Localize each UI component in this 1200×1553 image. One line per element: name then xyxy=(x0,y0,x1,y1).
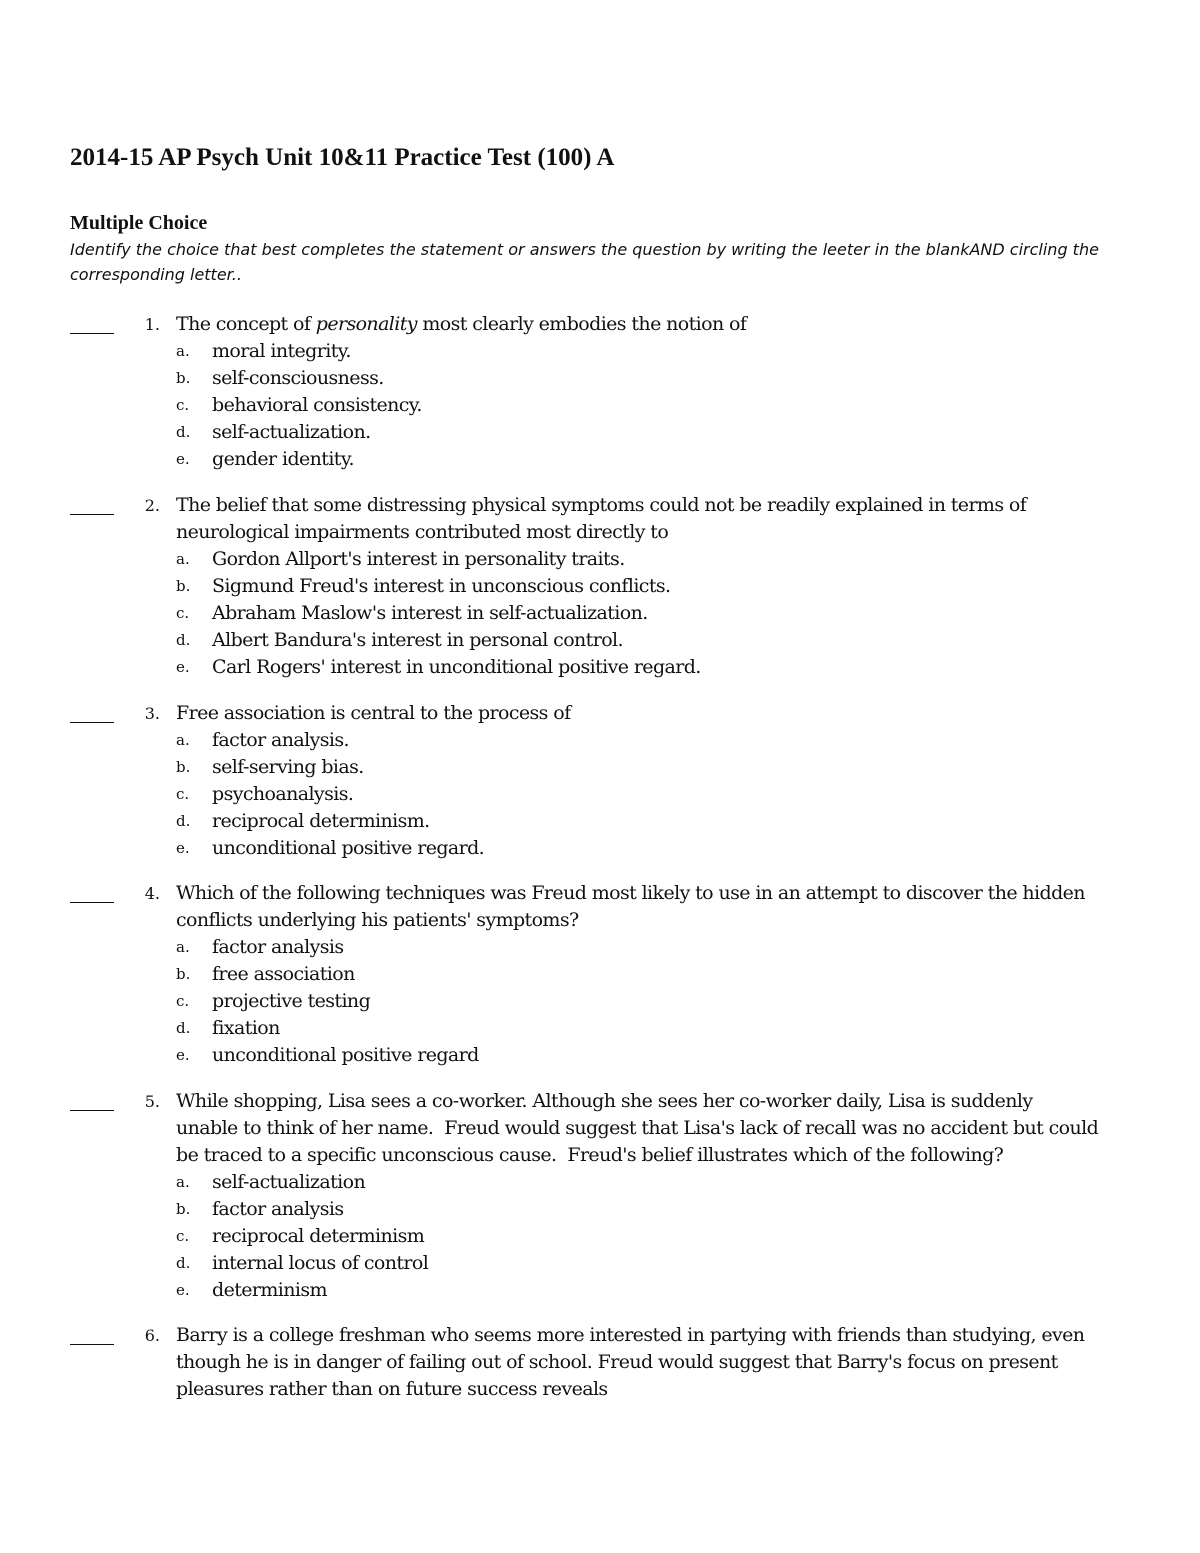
choice-text: fixation xyxy=(212,1017,280,1039)
choice-list xyxy=(176,1169,1136,1304)
choice-text: factor analysis. xyxy=(212,729,349,751)
choice-text: Abraham Maslow's interest in self-actualization. xyxy=(212,602,648,624)
section-heading: Multiple Choice xyxy=(70,212,208,234)
question-number: 4. xyxy=(144,884,160,903)
choice-text: free association xyxy=(212,963,355,985)
choice-letter: d. xyxy=(176,423,191,441)
choice-c[interactable] xyxy=(176,781,1136,808)
choice-text: Sigmund Freud's interest in unconscious conflicts. xyxy=(212,575,671,597)
stem-line: The belief that some distressing physical symptoms could not be readily explained in terms of xyxy=(176,494,1027,516)
question-stem xyxy=(176,1322,1136,1403)
choice-d[interactable] xyxy=(176,419,1136,446)
choice-letter: b. xyxy=(176,1200,191,1218)
choice-b[interactable] xyxy=(176,961,1136,988)
choice-letter: e. xyxy=(176,839,190,857)
choice-list xyxy=(176,727,1136,862)
choice-e[interactable] xyxy=(176,446,1136,473)
choice-text: behavioral consistency. xyxy=(212,394,422,416)
answer-blank[interactable] xyxy=(70,514,114,515)
choice-text: internal locus of control xyxy=(212,1252,429,1274)
choice-letter: e. xyxy=(176,450,190,468)
stem-line: unable to think of her name. Freud would suggest that Lisa's lack of recall was no accident but could xyxy=(176,1117,1099,1139)
choice-d[interactable] xyxy=(176,627,1136,654)
choice-a[interactable] xyxy=(176,934,1136,961)
stem-line: Free association is central to the process of xyxy=(176,702,571,724)
choice-text: Carl Rogers' interest in unconditional positive regard. xyxy=(212,656,701,678)
choice-text: factor analysis xyxy=(212,1198,344,1220)
choice-letter: c. xyxy=(176,992,190,1010)
question-number: 3. xyxy=(144,704,160,723)
choice-text: reciprocal determinism xyxy=(212,1225,425,1247)
choice-letter: c. xyxy=(176,396,190,414)
question-stem xyxy=(176,311,1136,473)
choice-letter: c. xyxy=(176,785,190,803)
answer-blank[interactable] xyxy=(70,902,114,903)
choice-c[interactable] xyxy=(176,600,1136,627)
stem-text: The concept of xyxy=(176,313,316,335)
answer-blank[interactable] xyxy=(70,1344,114,1345)
stem-line: though he is in danger of failing out of school. Freud would suggest that Barry's focus on present xyxy=(176,1351,1058,1373)
choice-a[interactable] xyxy=(176,1169,1136,1196)
choice-text: determinism xyxy=(212,1279,327,1301)
choice-text: factor analysis xyxy=(212,936,344,958)
stem-line: neurological impairments contributed most directly to xyxy=(176,521,669,543)
question-stem xyxy=(176,700,1136,862)
answer-blank[interactable] xyxy=(70,1110,114,1111)
choice-d[interactable] xyxy=(176,1250,1136,1277)
choice-letter: d. xyxy=(176,1254,191,1272)
stem-line: be traced to a specific unconscious cause. Freud's belief illustrates which of the following? xyxy=(176,1144,1004,1166)
choice-text: Gordon Allport's interest in personality traits. xyxy=(212,548,625,570)
choice-d[interactable] xyxy=(176,1015,1136,1042)
document-title: 2014-15 AP Psych Unit 10&11 Practice Test (100) A xyxy=(70,144,615,171)
choice-letter: e. xyxy=(176,1046,190,1064)
choice-c[interactable] xyxy=(176,392,1136,419)
choice-text: Albert Bandura's interest in personal control. xyxy=(212,629,623,651)
question-number: 6. xyxy=(144,1326,160,1345)
choice-b[interactable] xyxy=(176,573,1136,600)
stem-line xyxy=(176,311,1136,338)
choice-text: psychoanalysis. xyxy=(212,783,354,805)
choice-letter: a. xyxy=(176,938,190,956)
choice-b[interactable] xyxy=(176,1196,1136,1223)
stem-line: conflicts underlying his patients' symptoms? xyxy=(176,909,579,931)
choice-d[interactable] xyxy=(176,808,1136,835)
stem-line: While shopping, Lisa sees a co-worker. Although she sees her co-worker daily, Lisa is suddenly xyxy=(176,1090,1033,1112)
choice-text: unconditional positive regard. xyxy=(212,837,485,859)
choice-text: reciprocal determinism. xyxy=(212,810,430,832)
choice-letter: e. xyxy=(176,1281,190,1299)
choice-b[interactable] xyxy=(176,754,1136,781)
choice-letter: d. xyxy=(176,812,191,830)
choice-letter: d. xyxy=(176,1019,191,1037)
choice-letter: e. xyxy=(176,658,190,676)
choice-letter: d. xyxy=(176,631,191,649)
choice-e[interactable] xyxy=(176,1277,1136,1304)
choice-letter: b. xyxy=(176,577,191,595)
stem-emphasis: personality xyxy=(315,313,417,335)
answer-blank[interactable] xyxy=(70,333,114,334)
choice-text: projective testing xyxy=(212,990,371,1012)
choice-letter: b. xyxy=(176,965,191,983)
stem-line: Which of the following techniques was Freud most likely to use in an attempt to discover the hidden xyxy=(176,882,1085,904)
choice-text: self-actualization. xyxy=(212,421,371,443)
choice-letter: b. xyxy=(176,758,191,776)
question-stem xyxy=(176,1088,1136,1304)
choice-letter: b. xyxy=(176,369,191,387)
question-stem xyxy=(176,880,1136,1069)
stem-line: pleasures rather than on future success reveals xyxy=(176,1378,608,1400)
question-number: 1. xyxy=(144,315,160,334)
choice-letter: a. xyxy=(176,1173,190,1191)
choice-c[interactable] xyxy=(176,988,1136,1015)
choice-e[interactable] xyxy=(176,835,1136,862)
choice-a[interactable] xyxy=(176,546,1136,573)
choice-list xyxy=(176,546,1136,681)
stem-text: most clearly embodies the notion of xyxy=(416,313,747,335)
choice-text: moral integrity. xyxy=(212,340,351,362)
choice-letter: a. xyxy=(176,342,190,360)
choice-list xyxy=(176,934,1136,1069)
choice-letter: c. xyxy=(176,604,190,622)
choice-text: self-consciousness. xyxy=(212,367,384,389)
choice-a[interactable] xyxy=(176,727,1136,754)
choice-a[interactable] xyxy=(176,338,1136,365)
answer-blank[interactable] xyxy=(70,722,114,723)
question-number: 5. xyxy=(144,1092,160,1111)
instructions: Identify the choice that best completes the statement or answers the question by writing the leeter in the blankAND circling the corresponding letter.. xyxy=(70,240,1099,284)
choice-text: unconditional positive regard xyxy=(212,1044,479,1066)
stem-line: Barry is a college freshman who seems more interested in partying with friends than studying, even xyxy=(176,1324,1085,1346)
choice-letter: c. xyxy=(176,1227,190,1245)
choice-e[interactable] xyxy=(176,654,1136,681)
choice-text: gender identity. xyxy=(212,448,354,470)
choice-c[interactable] xyxy=(176,1223,1136,1250)
choice-b[interactable] xyxy=(176,365,1136,392)
choice-e[interactable] xyxy=(176,1042,1136,1069)
choice-letter: a. xyxy=(176,731,190,749)
choice-text: self-actualization xyxy=(212,1171,366,1193)
choice-letter: a. xyxy=(176,550,190,568)
choice-text: self-serving bias. xyxy=(212,756,364,778)
question-number: 2. xyxy=(144,496,160,515)
choice-list xyxy=(176,338,1136,473)
question-stem xyxy=(176,492,1136,681)
